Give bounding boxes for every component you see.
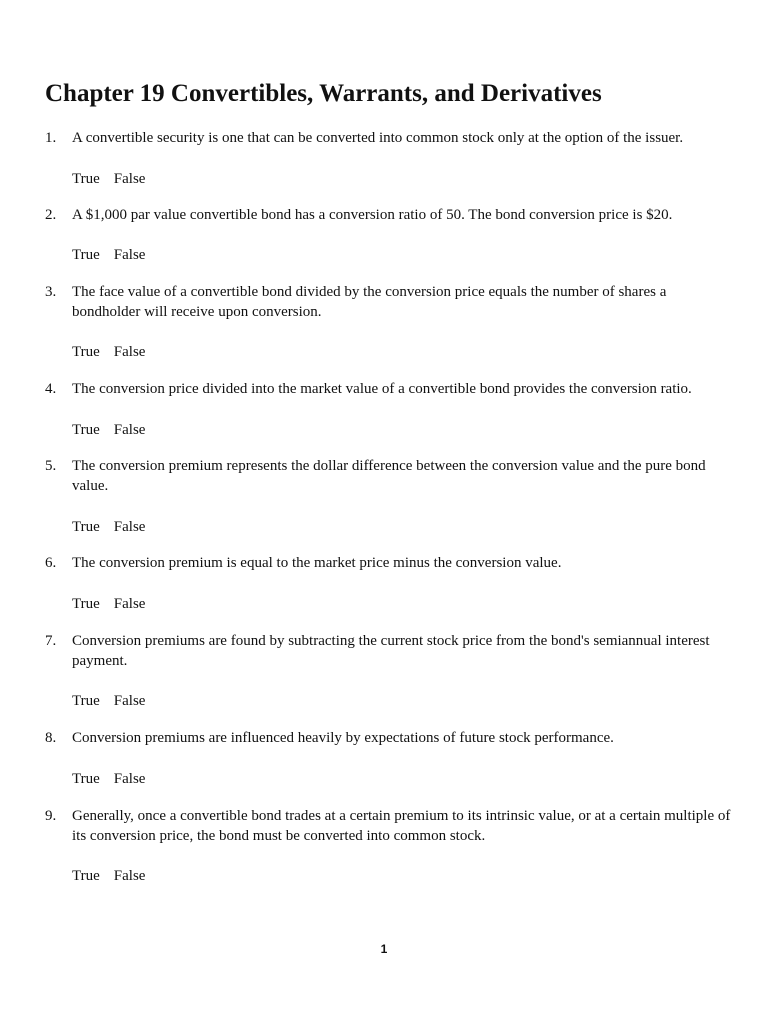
question-number: 5. [45,458,57,474]
question-text: The conversion premium represents the dollar difference between the conversion value and the pure bond value. [72,458,706,494]
true-option[interactable]: True [72,693,100,709]
true-option[interactable]: True [72,422,100,438]
answer-options-8 [72,769,159,789]
true-option[interactable]: True [72,519,100,535]
answer-options-6 [72,594,159,614]
question-number: 7. [45,633,57,649]
page-title: Chapter 19 Convertibles, Warrants, and Derivatives [45,80,602,107]
true-option[interactable]: True [72,596,100,612]
question-text: Conversion premiums are found by subtracting the current stock price from the bond's semiannual interest payment. [72,633,710,669]
question-6 [45,553,735,573]
question-text: A convertible security is one that can be converted into common stock only at the option of the issuer. [72,130,684,146]
question-5 [45,456,735,496]
answer-options-7 [72,691,159,711]
question-4 [45,379,735,399]
question-number: 1. [45,130,57,146]
answer-options-9 [72,866,159,886]
question-text: The conversion price divided into the market value of a convertible bond provides the conversion ratio. [72,381,692,397]
false-option[interactable]: False [113,247,146,263]
false-option[interactable]: False [113,171,146,187]
question-7 [45,631,735,671]
false-option[interactable]: False [113,422,146,438]
answer-options-5 [72,517,159,537]
question-number: 8. [45,730,57,746]
false-option[interactable]: False [113,519,146,535]
question-text: Generally, once a convertible bond trades at a certain premium to its intrinsic value, or at a certain multiple of its conversion price, the bond must be converted into common stock. [72,808,731,844]
question-number: 6. [45,555,57,571]
question-number: 3. [45,284,57,300]
false-option[interactable]: False [113,771,146,787]
true-option[interactable]: True [72,771,100,787]
question-1 [45,128,735,148]
answer-options-4 [72,420,159,440]
question-8 [45,728,735,748]
true-option[interactable]: True [72,344,100,360]
true-option[interactable]: True [72,868,100,884]
page-number: 1 [380,942,388,956]
question-2 [45,205,735,225]
answer-options-2 [72,245,159,265]
question-text: Conversion premiums are influenced heavily by expectations of future stock performance. [72,730,614,746]
false-option[interactable]: False [113,344,146,360]
question-text: The conversion premium is equal to the market price minus the conversion value. [72,555,562,571]
question-number: 9. [45,808,57,824]
false-option[interactable]: False [113,693,146,709]
question-text: The face value of a convertible bond divided by the conversion price equals the number of shares a bondholder will receive upon conversion. [72,284,667,320]
false-option[interactable]: False [113,596,146,612]
question-9 [45,806,735,846]
false-option[interactable]: False [113,868,146,884]
true-option[interactable]: True [72,171,100,187]
question-number: 2. [45,207,57,223]
question-text: A $1,000 par value convertible bond has a conversion ratio of 50. The bond conversion price is $20. [72,207,673,223]
answer-options-1 [72,169,159,189]
question-3 [45,282,735,322]
question-number: 4. [45,381,57,397]
answer-options-3 [72,342,159,362]
true-option[interactable]: True [72,247,100,263]
